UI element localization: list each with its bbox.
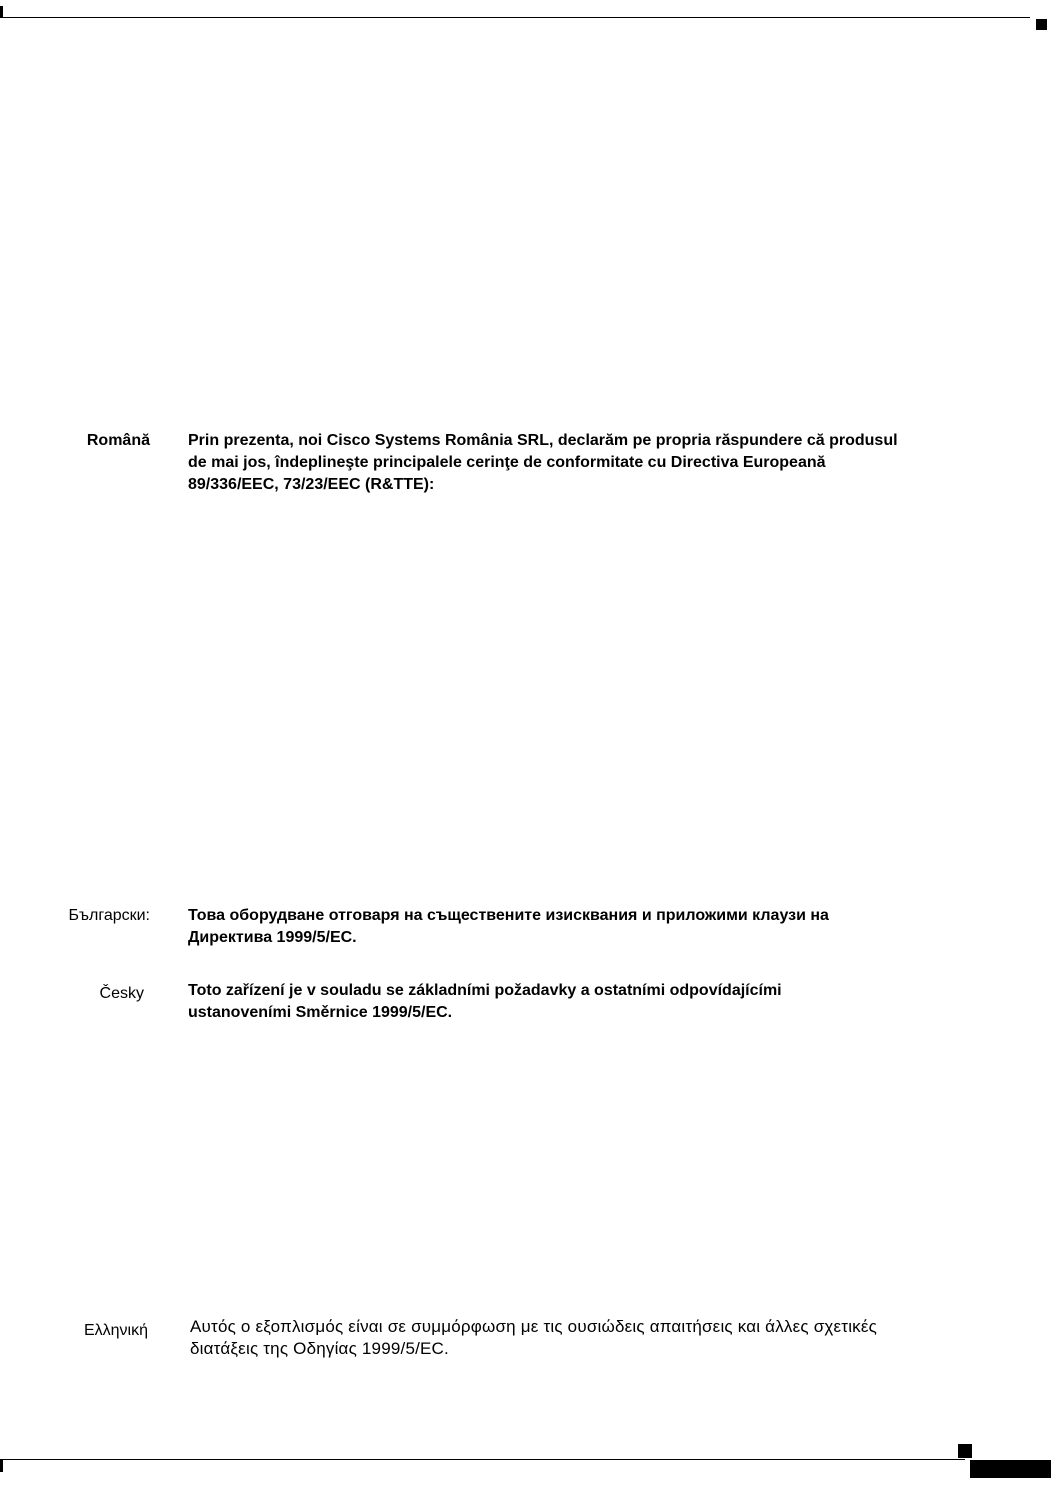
- declaration-text-czech: [188, 980, 1018, 1024]
- footer-rule: [0, 1459, 965, 1460]
- footer-left-tick: [0, 1460, 3, 1472]
- text-line: Prin prezenta, noi Cisco Systems România SRL, declarăm pe propria răspundere că produsul: [188, 432, 898, 449]
- text-line: διατάξεις της Οδηγίας 1999/5/EC.: [190, 1339, 449, 1358]
- language-label-romana: Română: [86, 432, 150, 449]
- declaration-text-romana: [188, 430, 1018, 496]
- header-right-marker: [1036, 19, 1047, 30]
- text-line: Αυτός ο εξοπλισμός είναι σε συμμόρφωση με τις ουσιώδεις απαιτήσεις και άλλες σχετικές: [190, 1317, 878, 1336]
- header-rule: [0, 17, 1030, 18]
- language-label-bulgarian: Български:: [68, 907, 150, 924]
- text-line: Toto zařízení je v souladu se základními požadavky a ostatními odpovídajícími: [188, 982, 782, 999]
- text-line: Директива 1999/5/EC.: [188, 929, 357, 946]
- declaration-text-bulgarian: [188, 905, 1018, 949]
- text-line: ustanoveními Směrnice 1999/5/EC.: [188, 1004, 453, 1021]
- language-label-greek: Ελληνική: [83, 1322, 148, 1339]
- declaration-text-greek: [190, 1316, 1020, 1360]
- text-line: Това оборудване отговаря на съществените изисквания и приложими клаузи на: [188, 907, 829, 924]
- language-label-czech: Česky: [99, 985, 144, 1002]
- header-left-tick: [0, 6, 3, 18]
- text-line: 89/336/EEC, 73/23/EEC (R&TTE):: [188, 476, 435, 493]
- text-line: de mai jos, îndeplineşte principalele cerinţe de conformitate cu Directiva Europeană: [188, 454, 826, 471]
- footer-page-tab: [970, 1460, 1051, 1478]
- footer-marker: [958, 1444, 972, 1458]
